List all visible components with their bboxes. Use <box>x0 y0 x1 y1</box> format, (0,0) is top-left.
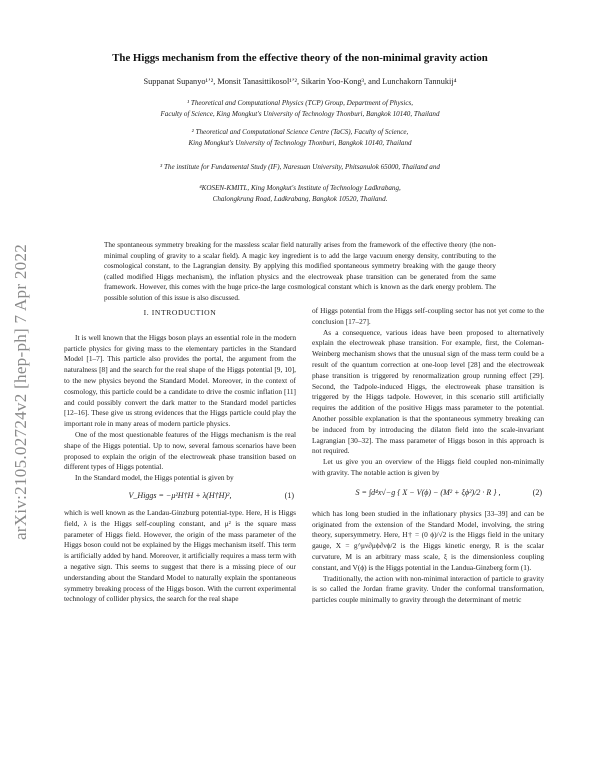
equation-1-number: (1) <box>284 490 294 500</box>
arxiv-identifier: arXiv:2105.02724v2 [hep-ph] 7 Apr 2022 <box>11 243 31 541</box>
section-heading: I. INTRODUCTION <box>143 308 217 317</box>
right-column <box>312 306 544 606</box>
paragraph: of Higgs potential from the Higgs self-coupling sector has not yet come to the conclusion [17–27]. <box>312 306 544 326</box>
affiliation-1-line-2: Faculty of Science, King Mongkut's University of Technology Thonburi, Bangkok 10140, Thailand <box>160 110 440 118</box>
paragraph: which has long been studied in the inflationary physics [33–39] and can be originated from the extension of the Standard Model, involving, the string theory, supersymmetry. Here, H† = (0 ϕ)/√2 is the Higgs field in the unitary gauge, X = g^μν∂μϕ∂νϕ/2 is the Higgs kinetic energy, R is the scalar curvature, M is an arbitrary mass scale, ξ is the dimensionless coupling constant, and V(ϕ) is the Higgs potential in the Landua-Ginzberg form (1). <box>312 508 544 572</box>
equation-2 <box>312 479 544 509</box>
paragraph: As a consequence, various ideas have been proposed to alternatively explain the electroweak phase transition. For example, first, the Coleman-Weinberg mechanism shows that the unusual sign of the mass term could be a result of the quantum correction at one-loop level [28] and the electroweak phase transition is triggered by renormalization group running effect [29]. Second, the Tadpole-induced Higgs, the electroweak phase transition is triggered by the Higgs tadpole. However, in this scenario still artificially requires the addition of the positive Higgs mass parameter to the potential. Another possible explanation is that the spontaneous symmetry breaking can be induced from by introducing the dilaton field into the scale-invariant Lagrangian [30–32]. The mass parameter of Higgs boson in this approach is not required. <box>312 327 544 456</box>
affiliation-4 <box>40 183 560 205</box>
affiliation-1 <box>40 98 560 120</box>
paragraph: Traditionally, the action with non-minimal interaction of particle to gravity is so called the Jordan frame gravity. Under the conformal transformation, particles couple minimally to gravity through the determinant of metric <box>312 573 544 605</box>
equation-1-body: V_Higgs = −μ²H†H + λ(H†H)², <box>128 490 232 500</box>
paragraph: In the Standard model, the Higgs potential is given by <box>75 473 234 483</box>
affiliation-1-line-1: ¹ Theoretical and Computational Physics (TCP) Group, Department of Physics, <box>186 99 414 107</box>
left-column <box>64 308 296 605</box>
paragraph: Let us give you an overview of the Higgs field coupled non-minimally with gravity. The notable action is given by <box>312 457 544 477</box>
paragraph: One of the most questionable features of the Higgs mechanism is the real shape of the Higgs potential. Up to now, several famous scenarios have been proposed to explain the origin of the electroweak phase transition based on different types of Higgs potential. <box>64 429 296 472</box>
affiliation-3-line-1: ³ The institute for Fundamental Study (IF), Naresuan University, Phitsanulok 65000, Thailand and <box>160 163 440 171</box>
equation-1 <box>64 484 296 508</box>
affiliation-2-line-1: ² Theoretical and Computational Science Centre (TaCS), Faculty of Science, <box>191 128 409 136</box>
equation-2-body: S = ∫d⁴x√−g { X − V(ϕ) − (M² + ξϕ²)/2 · R } , <box>355 488 501 498</box>
author-list: Suppanat Supanyo¹ʼ², Monsit Tanasittikosol¹ʼ², Sikarin Yoo-Kong³, and Lunchakorn Tannukij⁴ <box>143 77 457 86</box>
affiliation-3 <box>40 162 560 173</box>
paper-title: The Higgs mechanism from the effective theory of the non-minimal gravity action <box>112 52 488 64</box>
paragraph: It is well known that the Higgs boson plays an essential role in the modern particle physics for giving mass to the elementary particles in the Standard Model [1–7]. This particle also provides the portal, the argument from the naturalness [8] and the search for the real shape of the Higgs potential [9, 10], to the new physics beyond the Standard Model. Moreover, in the context of cosmology, this particle could be a candidate to drive the cosmic inflation [11] and could possibly convert the dark matter to the Standard model particles [12–16]. These give us strong evidences that the Higgs particle could play the important role in many areas of modern particle physics. <box>64 332 296 429</box>
equation-2-number: (2) <box>532 488 542 498</box>
affiliation-2 <box>40 127 560 149</box>
paragraph: which is well known as the Landau-Ginzburg potential-type. Here, H is Higgs field, λ is the Higgs self-coupling constant, and μ² is the square mass parameter of Higgs field. However, the origin of the mass parameter of the Higgs boson could not be explained by the Higgs mechanism itself. This term is artificially added by hand. Moreover, it artificially requires a mass term with a negative sign. This seems to suggest that there is a missing piece of our understanding about the Standard Model to naturally explain the spontaneous symmetry breaking process of the Higgs boson. With the current experimental technology of collider physics, the search for the real shape <box>64 507 296 604</box>
affiliation-2-line-2: King Mongkut's University of Technology Thonburi, Bangkok 10140, Thailand <box>188 139 412 147</box>
abstract: The spontaneous symmetry breaking for the massless scalar field naturally arises from the framework of the effective theory (the non-minimal coupling of gravity to a scalar field). A magic key ingredient is to add the large vacuum energy density, contributing to the cosmological constant, to the Lagrangian density. By applying this modified spontaneous symmetry breaking with the gauge theory (called modified Higgs mechanism), the inflation physics and the electroweak phase transition can be generated from the same framework. However, this comes with the huge price-the large cosmological constant which is known as the dark energy problem. The possible solution of this issue is also discussed. <box>104 241 496 302</box>
affiliation-4-line-2: Chalongkrung Road, Ladkrabang, Bangkok 10520, Thailand. <box>212 195 388 203</box>
affiliation-4-line-1: ⁴KOSEN-KMITL, King Mongkut's Institute of Technology Ladkrabang, <box>199 184 401 192</box>
